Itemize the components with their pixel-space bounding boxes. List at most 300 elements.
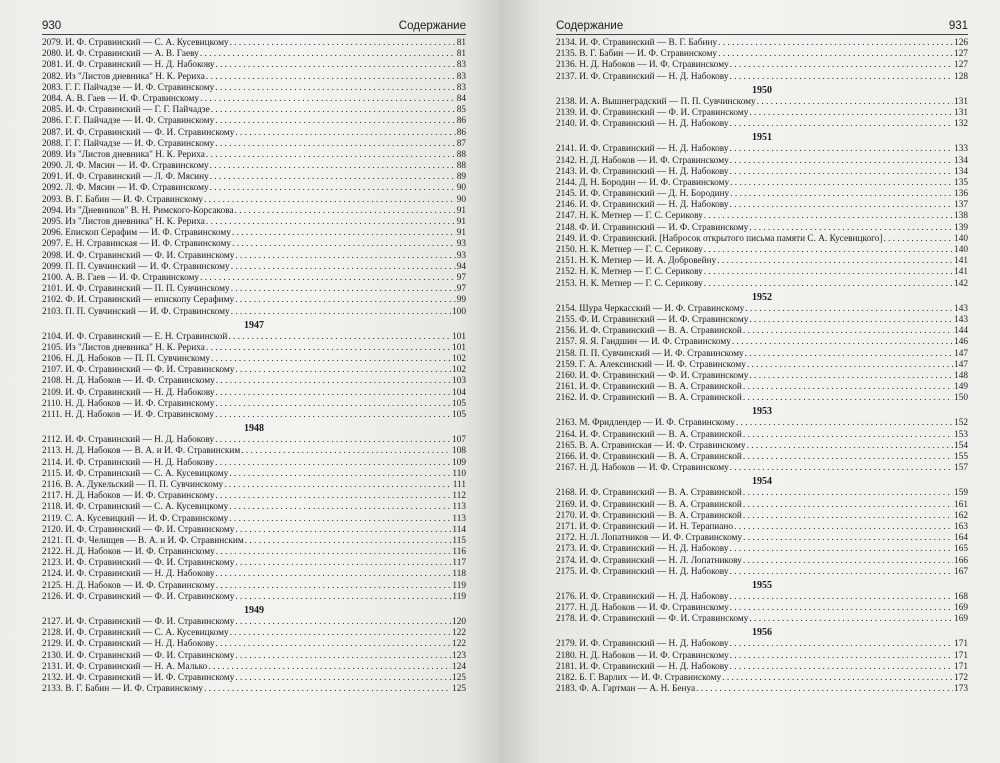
toc-entry: [42, 569, 466, 580]
dot-leader: [215, 399, 451, 410]
entry-page: 141: [954, 267, 968, 278]
dot-leader: [743, 382, 953, 393]
entry-title: 2134. И. Ф. Стравинский — В. Г. Бабину: [556, 38, 718, 48]
entry-title: 2143. И. Ф. Стравинский — Н. Д. Набокову: [556, 166, 729, 177]
toc-entry: [42, 49, 466, 60]
dot-leader: [722, 673, 953, 684]
entry-page: 162: [954, 510, 968, 521]
entry-title: 2101. И. Ф. Стравинский — П. П. Сувчинскому: [42, 284, 230, 295]
entry-title: 2095. Из "Листов дневника" Н. К. Рериха: [42, 217, 205, 227]
entry-title: 2127. И. Ф. Стравинский — Ф. И. Стравинскому: [42, 617, 235, 627]
toc-entry: [556, 452, 968, 463]
right-page-title: Содержание: [556, 20, 624, 32]
entry-list: [42, 435, 466, 603]
dot-leader: [215, 458, 451, 469]
toc-entry: [556, 522, 968, 533]
entry-title: 2153. Н. К. Метнер — Г. С. Серикову: [556, 278, 703, 289]
toc-entry: [42, 332, 466, 343]
entry-title: 2179. И. Ф. Стравинский — Н. Д. Набокову: [556, 639, 729, 650]
entry-page: 90: [456, 183, 466, 194]
entry-page: 102: [452, 354, 466, 365]
dot-leader: [730, 144, 954, 155]
dot-leader: [730, 178, 953, 189]
year-heading: 1952: [752, 291, 772, 303]
toc-entry: [42, 94, 466, 105]
toc-entry: [556, 167, 968, 178]
entry-page: 122: [452, 639, 466, 650]
dot-leader: [230, 38, 456, 49]
toc-entry: [42, 239, 466, 250]
dot-leader: [734, 522, 953, 533]
dot-leader: [215, 116, 455, 127]
dot-leader: [235, 365, 451, 376]
toc-entry: [42, 651, 466, 662]
entry-page: 91: [456, 228, 466, 239]
dot-leader: [730, 72, 954, 83]
entry-title: 2111. Н. Д. Набоков — И. Ф. Стравинскому: [42, 410, 215, 420]
dot-leader: [206, 150, 456, 161]
entry-title: 2097. Е. Н. Стравинская — И. Ф. Стравинскому: [42, 239, 232, 250]
entry-page: 85: [456, 105, 466, 116]
dot-leader: [235, 251, 455, 262]
left-running-head: [42, 12, 466, 35]
toc-entry: [556, 156, 968, 167]
entry-title: 2088. Г. Г. Пайчадзе — И. Ф. Стравинскому: [42, 138, 215, 149]
toc-entry: [556, 673, 968, 684]
entry-page: 113: [452, 502, 466, 513]
year-heading: 1956: [752, 627, 772, 639]
entry-page: 149: [954, 382, 968, 393]
dot-leader: [730, 544, 954, 555]
toc-entry: [42, 273, 466, 284]
dot-leader: [743, 488, 953, 499]
toc-entry: [42, 458, 466, 469]
dot-leader: [206, 343, 451, 354]
dot-leader: [743, 452, 953, 463]
dot-leader: [749, 614, 953, 625]
year-heading: 1953: [752, 406, 772, 418]
entry-title: 2181. И. Ф. Стравинский — Н. Д. Набокову: [556, 661, 729, 672]
dot-leader: [215, 410, 451, 421]
dot-leader: [747, 360, 953, 371]
entry-page: 125: [452, 684, 466, 695]
entry-title: 2178. И. Ф. Стравинский — Ф. И. Стравинскому: [556, 614, 749, 625]
entry-page: 161: [954, 499, 968, 510]
entry-title: 2148. Ф. И. Стравинский — И. Ф. Стравинскому: [556, 222, 749, 233]
entry-page: 164: [954, 533, 968, 544]
entry-title: 2183. Ф. А. Гартман — А. Н. Бенуа: [556, 684, 696, 695]
entry-page: 86: [456, 127, 466, 138]
entry-title: 2102. Ф. И. Стравинский — епископу Серафиму: [42, 295, 235, 306]
dot-leader: [696, 684, 953, 695]
entry-title: 2123. И. Ф. Стравинский — Ф. И. Стравинскому: [42, 558, 235, 569]
entry-title: 2087. И. Ф. Стравинский — Ф. И. Стравинскому: [42, 127, 235, 138]
toc-entry: [556, 189, 968, 200]
entry-title: 2144. Д. Н. Бородин — И. Ф. Стравинскому: [556, 177, 730, 188]
dot-leader: [241, 446, 451, 457]
entry-title: 2158. П. П. Сувчинский — И. Ф. Стравинскому: [556, 348, 744, 359]
entry-title: 2129. И. Ф. Стравинский — Н. Д. Набокову: [42, 639, 215, 650]
entry-title: 2128. И. Ф. Стравинский — С. А. Кусевицкому: [42, 628, 229, 639]
entry-page: 107: [452, 435, 466, 446]
entry-page: 123: [452, 650, 466, 661]
entry-list: [556, 38, 968, 83]
entry-title: 2164. И. Ф. Стравинский — В. А. Стравинской: [556, 429, 742, 440]
entry-page: 168: [954, 591, 968, 602]
entry-page: 100: [452, 306, 466, 317]
dot-leader: [704, 267, 953, 278]
entry-list: [556, 97, 968, 131]
entry-page: 143: [954, 303, 968, 314]
entry-page: 83: [456, 82, 466, 93]
entry-page: 144: [954, 326, 968, 337]
toc-entry: [556, 533, 968, 544]
entry-page: 97: [456, 272, 466, 283]
dot-leader: [730, 119, 954, 130]
dot-leader: [216, 547, 452, 558]
dot-leader: [200, 273, 456, 284]
dot-leader: [730, 651, 953, 662]
entry-title: 2117. Н. Д. Набоков — И. Ф. Стравинскому: [42, 491, 215, 502]
toc-entry: [42, 365, 466, 376]
toc-entry: [556, 614, 968, 625]
dot-leader: [245, 536, 452, 547]
entry-page: 154: [954, 440, 968, 451]
dot-leader: [216, 376, 451, 387]
toc-entry: [556, 418, 968, 429]
entry-page: 146: [954, 337, 968, 348]
dot-leader: [704, 211, 953, 222]
entry-page: 115: [452, 535, 466, 546]
entry-list: [556, 418, 968, 474]
entry-list: [556, 144, 968, 289]
dot-leader: [718, 49, 953, 60]
toc-entry: [42, 376, 466, 387]
entry-page: 139: [954, 222, 968, 233]
toc-entry: [556, 144, 968, 155]
entry-title: 2085. И. Ф. Стравинский — Г. Г. Пайчадзе: [42, 105, 210, 116]
toc-entry: [556, 393, 968, 404]
entry-page: 163: [954, 521, 968, 532]
entry-page: 169: [954, 614, 968, 625]
entry-page: 113: [452, 513, 466, 524]
toc-entry: [556, 326, 968, 337]
entry-title: 2173. И. Ф. Стравинский — Н. Д. Набокову: [556, 544, 729, 555]
entry-title: 2142. Н. Д. Набоков — И. Ф. Стравинскому: [556, 155, 729, 166]
entry-page: 89: [456, 172, 466, 183]
right-page-number: 931: [948, 20, 968, 32]
entry-title: 2104. И. Ф. Стравинский — Е. Н. Стравинской: [42, 331, 228, 342]
toc-entry: [556, 97, 968, 108]
entry-title: 2083. Г. Г. Пайчадзе — И. Ф. Стравинскому: [42, 82, 215, 93]
entry-title: 2139. И. Ф. Стравинский — Ф. И. Стравинскому: [556, 107, 749, 118]
entry-title: 2089. Из "Листов дневника" Н. К. Рериха: [42, 149, 205, 160]
toc-entry: [42, 388, 466, 399]
entry-title: 2131. И. Ф. Стравинский — Н. А. Малько: [42, 661, 208, 672]
dot-leader: [216, 639, 452, 650]
entry-title: 2140. И. Ф. Стравинский — Н. Д. Набокову: [556, 119, 729, 130]
entry-page: 117: [452, 558, 466, 569]
toc-entry: [42, 139, 466, 150]
entry-page: 171: [954, 639, 968, 650]
entry-title: 2100. А. В. Гаев — И. Ф. Стравинскому: [42, 272, 200, 283]
entry-page: 90: [456, 194, 466, 205]
dot-leader: [743, 326, 953, 337]
entry-page: 148: [954, 370, 968, 381]
dot-leader: [215, 83, 455, 94]
dot-leader: [718, 38, 953, 49]
entry-title: 2180. Н. Д. Набоков — И. Ф. Стравинскому: [556, 650, 729, 661]
toc-entry: [42, 502, 466, 513]
entry-page: 101: [452, 342, 466, 353]
dot-leader: [206, 72, 456, 83]
entry-page: 127: [954, 60, 968, 71]
entry-page: 109: [452, 457, 466, 468]
entry-title: 2166. И. Ф. Стравинский — В. А. Стравинской: [556, 452, 742, 462]
entry-page: 127: [954, 49, 968, 60]
dot-leader: [730, 167, 954, 178]
entry-page: 140: [954, 245, 968, 255]
dot-leader: [730, 592, 954, 603]
toc-entry: [556, 256, 968, 267]
entry-title: 2177. Н. Д. Набоков — И. Ф. Стравинскому: [556, 603, 729, 614]
toc-entry: [42, 581, 466, 592]
dot-leader: [235, 128, 455, 139]
entry-page: 143: [954, 314, 968, 325]
entry-title: 2152. Н. К. Метнер — Г. С. Серикову: [556, 267, 703, 278]
entry-title: 2154. Шура Черкасский — И. Ф. Стравинскому: [556, 303, 745, 314]
toc-entry: [556, 60, 968, 71]
dot-leader: [211, 105, 456, 116]
entry-title: 2175. И. Ф. Стравинский — Н. Д. Набокову: [556, 566, 729, 577]
entry-title: 2133. В. Г. Бабин — И. Ф. Стравинскому: [42, 684, 204, 695]
entry-page: 94: [456, 261, 466, 272]
entry-page: 86: [456, 116, 466, 127]
dot-leader: [210, 161, 456, 172]
dot-leader: [743, 500, 953, 511]
entry-page: 105: [452, 410, 466, 420]
entry-page: 119: [452, 591, 466, 602]
entry-title: 2159. Г. А. Алексинский — И. Ф. Стравинскому: [556, 359, 746, 370]
toc-entry: [42, 172, 466, 183]
year-heading: 1947: [244, 319, 264, 331]
dot-leader: [730, 463, 953, 474]
entry-page: 136: [954, 189, 968, 200]
dot-leader: [730, 639, 954, 650]
entry-page: 91: [456, 217, 466, 227]
dot-leader: [235, 525, 451, 536]
entry-page: 171: [954, 650, 968, 661]
entry-page: 93: [456, 250, 466, 261]
toc-entry: [556, 500, 968, 511]
dot-leader: [229, 469, 451, 480]
entry-title: 2106. Н. Д. Набоков — П. П. Сувчинскому: [42, 354, 211, 365]
toc-entry: [556, 315, 968, 326]
dot-leader: [747, 441, 953, 452]
entry-page: 93: [456, 239, 466, 250]
entry-title: 2150. Н. К. Метнер — Г. С. Серикову: [556, 245, 703, 255]
entry-page: 120: [452, 617, 466, 627]
entry-title: 2119. С. А. Кусевицкий — И. Ф. Стравинскому: [42, 513, 229, 524]
toc-entry: [556, 108, 968, 119]
right-page: [500, 0, 1000, 763]
year-heading: 1950: [752, 84, 772, 96]
dot-leader: [704, 245, 953, 256]
entry-page: 88: [456, 149, 466, 160]
entry-list: [556, 592, 968, 626]
entry-title: 2080. И. Ф. Стравинский — А. В. Гаеву: [42, 49, 199, 60]
entry-page: 150: [954, 393, 968, 404]
entry-page: 137: [954, 200, 968, 211]
entry-page: 102: [452, 365, 466, 376]
toc-entry: [42, 536, 466, 547]
dot-leader: [704, 279, 953, 290]
entry-page: 142: [954, 278, 968, 289]
toc-entry: [556, 200, 968, 211]
dot-leader: [749, 315, 953, 326]
entry-page: 165: [954, 544, 968, 555]
dot-leader: [210, 183, 456, 194]
entry-title: 2161. И. Ф. Стравинский — В. А. Стравинской: [556, 382, 742, 393]
toc-entry: [42, 343, 466, 354]
toc-entry: [556, 267, 968, 278]
entry-page: 153: [954, 429, 968, 440]
entry-page: 97: [456, 284, 466, 295]
entry-title: 2086. Г. Г. Пайчадзе — И. Ф. Стравинскому: [42, 116, 215, 127]
toc-entry: [556, 119, 968, 130]
toc-entry: [42, 514, 466, 525]
entry-title: 2172. Н. Л. Лопатников — И. Ф. Стравинскому: [556, 533, 743, 544]
toc-entry: [556, 684, 968, 695]
dot-leader: [749, 108, 953, 119]
entry-list: [556, 488, 968, 578]
toc-entry: [42, 617, 466, 628]
toc-entry: [42, 410, 466, 421]
dot-leader: [730, 603, 953, 614]
entry-title: 2137. И. Ф. Стравинский — Н. Д. Набокову: [556, 71, 729, 82]
dot-leader: [717, 256, 953, 267]
entry-title: 2099. П. П. Сувчинский — И. Ф. Стравинскому: [42, 261, 230, 272]
left-toc: [42, 38, 466, 695]
entry-page: 138: [954, 211, 968, 222]
entry-page: 167: [954, 566, 968, 577]
entry-page: 133: [954, 144, 968, 155]
entry-title: 2114. И. Ф. Стравинский — Н. Д. Набокову: [42, 457, 215, 468]
entry-title: 2081. И. Ф. Стравинский — Н. Д. Набокову: [42, 60, 215, 71]
dot-leader: [231, 284, 456, 295]
dot-leader: [216, 388, 452, 399]
dot-leader: [732, 337, 953, 348]
right-toc: [556, 38, 968, 695]
dot-leader: [235, 673, 451, 684]
toc-entry: [42, 469, 466, 480]
right-running-head: [556, 12, 968, 35]
entry-page: 131: [954, 107, 968, 118]
dot-leader: [730, 200, 954, 211]
entry-page: 169: [954, 603, 968, 614]
toc-entry: [556, 567, 968, 578]
dot-leader: [231, 307, 451, 318]
dot-leader: [736, 418, 953, 429]
entry-title: 2141. И. Ф. Стравинский — Н. Д. Набокову: [556, 144, 729, 155]
toc-entry: [556, 544, 968, 555]
entry-list: [42, 332, 466, 422]
toc-entry: [42, 128, 466, 139]
entry-title: 2093. В. Г. Бабин — И. Ф. Стравинскому: [42, 194, 204, 205]
toc-entry: [42, 639, 466, 650]
entry-title: 2155. Ф. И. Стравинский — И. Ф. Стравинскому: [556, 314, 749, 325]
entry-page: 171: [954, 661, 968, 672]
entry-title: 2082. Из "Листов дневника" Н. К. Рериха: [42, 71, 205, 82]
toc-entry: [42, 354, 466, 365]
toc-entry: [42, 592, 466, 603]
toc-entry: [556, 245, 968, 256]
entry-title: 2135. В. Г. Бабин — И. Ф. Стравинскому: [556, 49, 718, 60]
entry-title: 2138. И. А. Вышнеградский — П. П. Сувчинскому: [556, 96, 756, 107]
toc-entry: [42, 399, 466, 410]
year-heading: 1955: [752, 579, 772, 591]
entry-title: 2145. И. Ф. Стравинский — Д. Н. Бородину: [556, 189, 730, 200]
entry-page: 159: [954, 488, 968, 499]
toc-entry: [556, 639, 968, 650]
entry-title: 2090. Л. Ф. Мясин — И. Ф. Стравинскому: [42, 161, 209, 172]
entry-title: 2084. А. В. Гаев — И. Ф. Стравинскому: [42, 93, 200, 104]
entry-page: 125: [452, 672, 466, 683]
dot-leader: [211, 354, 451, 365]
entry-page: 83: [456, 60, 466, 71]
entry-title: 2112. И. Ф. Стравинский — Н. Д. Набокову: [42, 435, 215, 446]
dot-leader: [232, 239, 456, 250]
dot-leader: [883, 234, 953, 245]
dot-leader: [215, 491, 451, 502]
entry-page: 155: [954, 452, 968, 462]
entry-page: 126: [954, 38, 968, 48]
toc-entry: [42, 525, 466, 536]
toc-entry: [556, 72, 968, 83]
toc-entry: [556, 279, 968, 290]
entry-page: 105: [452, 398, 466, 409]
entry-title: 2136. Н. Д. Набоков — И. Ф. Стравинскому: [556, 60, 729, 71]
entry-title: 2107. И. Ф. Стравинский — Ф. И. Стравинскому: [42, 365, 235, 376]
entry-title: 2174. И. Ф. Стравинский — Н. Л. Лопатникову: [556, 555, 742, 566]
entry-title: 2118. И. Ф. Стравинский — С. А. Кусевицкому: [42, 502, 229, 513]
dot-leader: [730, 60, 953, 71]
dot-leader: [210, 172, 456, 183]
toc-entry: [42, 480, 466, 491]
entry-title: 2146. И. Ф. Стравинский — Н. Д. Набокову: [556, 200, 729, 211]
toc-entry: [556, 211, 968, 222]
entry-title: 2105. Из "Листов дневника" Н. К. Рериха: [42, 342, 205, 353]
entry-title: 2162. И. Ф. Стравинский — В. А. Стравинской: [556, 393, 742, 404]
entry-page: 134: [954, 155, 968, 166]
entry-page: 81: [456, 38, 466, 48]
dot-leader: [216, 581, 452, 592]
year-heading: 1949: [244, 605, 264, 616]
toc-entry: [556, 223, 968, 234]
toc-entry: [42, 228, 466, 239]
toc-entry: [556, 349, 968, 360]
toc-entry: [556, 382, 968, 393]
entry-page: 166: [954, 555, 968, 566]
entry-title: 2108. Н. Д. Набоков — И. Ф. Стравинскому: [42, 376, 215, 387]
toc-entry: [42, 446, 466, 457]
dot-leader: [745, 304, 953, 315]
toc-entry: [42, 105, 466, 116]
entry-title: 2171. И. Ф. Стравинский — И. Н. Терапиано: [556, 521, 734, 532]
entry-page: 152: [954, 418, 968, 429]
toc-entry: [556, 38, 968, 49]
entry-page: 147: [954, 359, 968, 370]
